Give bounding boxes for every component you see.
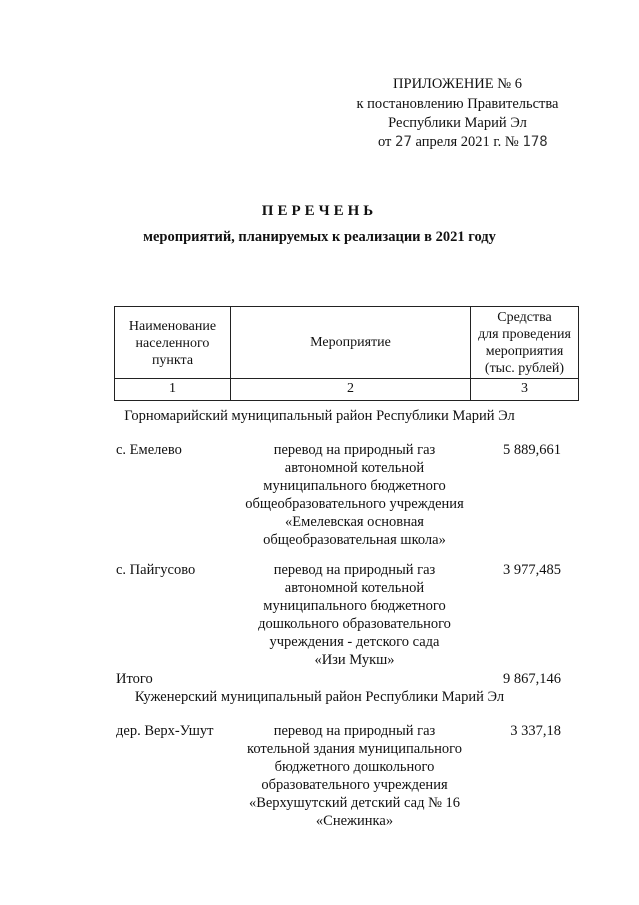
- event-line: перевод на природный газ: [273, 562, 436, 578]
- row-event: [232, 561, 477, 669]
- header-funds-line: мероприятия: [485, 344, 564, 359]
- header-funds-line: Средства: [497, 310, 552, 325]
- event-line: образовательного учреждения: [261, 777, 448, 793]
- event-line: муниципального бюджетного: [263, 478, 446, 494]
- table-right-border: [578, 306, 579, 401]
- event-line: общеобразовательного учреждения: [245, 496, 464, 512]
- header-place-line: Наименование: [128, 319, 217, 334]
- row-place: дер. Верх-Ушут: [116, 723, 214, 739]
- appendix-date-line: [378, 134, 548, 151]
- header-event: Мероприятие: [310, 335, 391, 350]
- date-day: 27: [395, 134, 412, 150]
- event-line: «Верхушутский детский сад № 16: [248, 795, 461, 811]
- event-line: «Изи Мукш»: [314, 652, 395, 668]
- event-line: котельной здания муниципального: [247, 741, 462, 757]
- table-top-border: [114, 306, 579, 307]
- row-amount: 3 337,18: [510, 723, 561, 739]
- header-place-line: населенного: [135, 336, 210, 351]
- document-title: ПЕРЕЧЕНЬ: [261, 203, 378, 219]
- appendix-decree-line: к постановлению Правительства: [356, 96, 559, 112]
- row-place: с. Емелево: [116, 442, 182, 458]
- row-amount: 5 889,661: [503, 442, 561, 458]
- header-place-line: пункта: [151, 353, 194, 368]
- col-number-2: 2: [347, 381, 354, 396]
- event-line: автономной котельной: [284, 460, 425, 476]
- district-heading: Куженерский муниципальный район Республики Марий Эл: [134, 689, 505, 705]
- row-amount: 3 977,485: [503, 562, 561, 578]
- event-line: муниципального бюджетного: [263, 598, 446, 614]
- total-amount: 9 867,146: [503, 671, 561, 687]
- document-subtitle: мероприятий, планируемых к реализации в 2021 году: [143, 229, 496, 245]
- event-line: «Снежинка»: [315, 813, 394, 829]
- header-place: [115, 318, 230, 369]
- event-line: перевод на природный газ: [273, 442, 436, 458]
- appendix-republic-line: Республики Марий Эл: [388, 115, 527, 131]
- date-from-label: от: [378, 134, 392, 150]
- event-line: перевод на природный газ: [273, 723, 436, 739]
- row-place: с. Пайгусово: [116, 562, 196, 578]
- row-event: [232, 441, 477, 549]
- total-label: Итого: [116, 671, 153, 687]
- header-funds: [471, 309, 578, 377]
- header-funds-line: для проведения: [478, 327, 571, 342]
- table-header-divider: [114, 378, 579, 379]
- date-month-year: апреля 2021 г. №: [415, 134, 519, 150]
- event-line: общеобразовательная школа»: [263, 532, 446, 548]
- decree-number: 178: [522, 134, 548, 150]
- event-line: бюджетного дошкольного: [274, 759, 435, 775]
- table-bottom-border: [114, 400, 579, 401]
- district-heading: Горномарийский муниципальный район Республики Марий Эл: [124, 408, 515, 424]
- col-number-3: 3: [521, 381, 528, 396]
- event-line: учреждения - детского сада: [269, 634, 440, 650]
- event-line: дошкольного образовательного: [258, 616, 451, 632]
- event-line: автономной котельной: [284, 580, 425, 596]
- appendix-title: ПРИЛОЖЕНИЕ № 6: [393, 76, 522, 92]
- table-header: [114, 306, 579, 401]
- col-number-1: 1: [169, 381, 176, 396]
- event-line: «Емелевская основная: [285, 514, 424, 530]
- header-funds-line: (тыс. рублей): [484, 361, 565, 376]
- row-event: [232, 722, 477, 830]
